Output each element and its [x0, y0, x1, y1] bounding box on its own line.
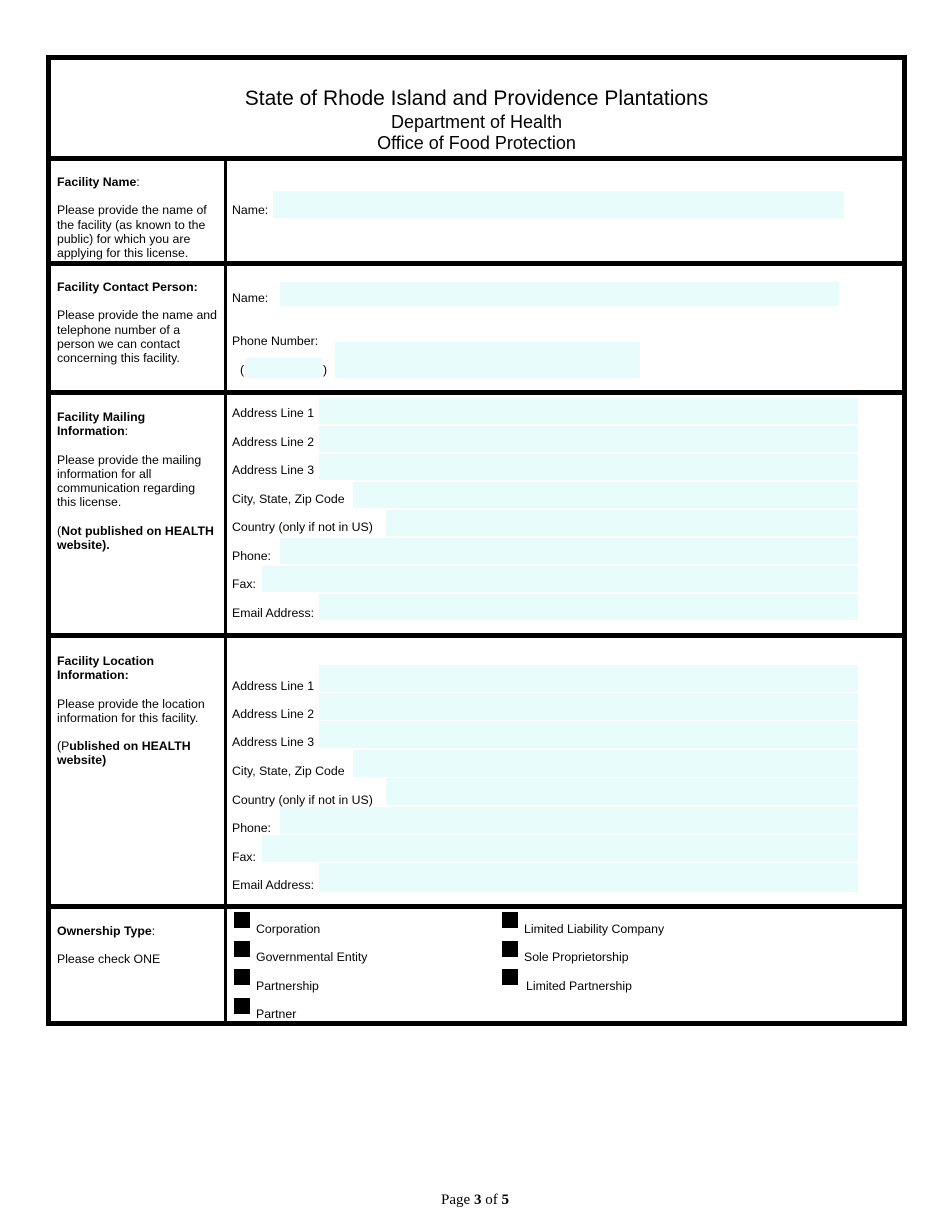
location-country-label: Country (only if not in US) — [232, 793, 373, 807]
location-city-label: City, State, Zip Code — [232, 764, 345, 778]
mailing-description: Please provide the mailing information for all communication regarding this license. — [57, 452, 202, 510]
contact-label — [57, 280, 217, 365]
page-footer — [0, 1192, 950, 1209]
partner-label: Partner — [256, 1007, 297, 1021]
mailing-fax-input[interactable] — [262, 566, 858, 592]
mailing-country-label: Country (only if not in US) — [232, 520, 373, 534]
divider — [51, 904, 902, 909]
location-fax-label: Fax: — [232, 850, 256, 864]
governmental-entity-checkbox[interactable] — [234, 941, 250, 957]
area-code-paren-open: ( — [240, 363, 245, 377]
facility-name-field-label: Name: — [232, 203, 269, 217]
footer-prefix: Page — [441, 1192, 474, 1208]
governmental-entity-label: Governmental Entity — [256, 950, 368, 964]
mailing-address1-label: Address Line 1 — [232, 406, 315, 420]
location-email-input[interactable] — [319, 863, 858, 892]
header-department: Department of Health — [390, 112, 563, 132]
location-note: ublished on HEALTH website) — [57, 739, 191, 768]
mailing-address2-input[interactable] — [319, 426, 858, 452]
mailing-email-input[interactable] — [319, 594, 858, 620]
ownership-heading: Ownership Type — [57, 924, 152, 938]
mailing-label — [57, 410, 217, 552]
area-code-paren-close: ) — [323, 363, 328, 377]
location-address2-label: Address Line 2 — [232, 707, 315, 721]
location-address2-input[interactable] — [319, 693, 858, 720]
partner-checkbox[interactable] — [234, 998, 250, 1014]
facility-name-input[interactable] — [273, 191, 844, 218]
facility-name-description: Please provide the name of the facility (as known to the public) for which you are applying for this license. — [57, 203, 207, 261]
partnership-label: Partnership — [256, 979, 319, 993]
mailing-address3-label: Address Line 3 — [232, 463, 315, 477]
heading-suffix: : — [151, 924, 156, 938]
llc-checkbox[interactable] — [502, 912, 518, 928]
location-address3-input[interactable] — [319, 721, 858, 748]
location-phone-label: Phone: — [232, 821, 271, 835]
location-country-input[interactable] — [386, 778, 858, 805]
contact-name-input[interactable] — [280, 282, 839, 306]
location-address1-label: Address Line 1 — [232, 679, 315, 693]
mailing-city-input[interactable] — [353, 482, 858, 508]
location-address3-label: Address Line 3 — [232, 735, 315, 749]
facility-name-label — [57, 175, 217, 260]
divider — [51, 156, 902, 161]
area-code-input[interactable] — [245, 358, 322, 378]
location-fax-input[interactable] — [262, 835, 858, 862]
header-state-title: State of Rhode Island and Providence Plantations — [244, 87, 709, 110]
divider — [51, 633, 902, 638]
total-pages: 5 — [501, 1192, 509, 1208]
contact-name-label: Name: — [232, 291, 269, 305]
heading-suffix: : — [124, 424, 129, 439]
mailing-phone-label: Phone: — [232, 549, 271, 563]
form-header — [51, 60, 902, 156]
header-office: Office of Food Protection — [377, 133, 576, 153]
mailing-address2-label: Address Line 2 — [232, 435, 315, 449]
partnership-checkbox[interactable] — [234, 969, 250, 985]
sole-proprietorship-checkbox[interactable] — [502, 941, 518, 957]
mailing-address3-input[interactable] — [319, 454, 858, 480]
ownership-instruction: Please check ONE — [57, 952, 161, 967]
corporation-checkbox[interactable] — [234, 912, 250, 928]
divider — [51, 261, 902, 266]
facility-name-heading: Facility Name — [57, 175, 137, 189]
column-divider — [224, 909, 227, 1021]
ownership-label — [57, 924, 217, 967]
mailing-note: Not published on HEALTH website). — [57, 523, 214, 553]
mailing-email-label: Email Address: — [232, 606, 315, 620]
footer-middle: of — [481, 1192, 502, 1208]
mailing-city-label: City, State, Zip Code — [232, 492, 345, 506]
contact-phone-input[interactable] — [335, 342, 640, 378]
llc-label: Limited Liability Company — [524, 922, 665, 936]
contact-heading: Facility Contact Person: — [57, 280, 198, 294]
limited-partnership-label: Limited Partnership — [526, 979, 632, 993]
location-city-input[interactable] — [353, 750, 858, 777]
mailing-heading: Facility Mailing Information — [57, 410, 146, 439]
corporation-label: Corporation — [256, 922, 321, 936]
column-divider — [224, 161, 227, 261]
column-divider — [224, 395, 227, 633]
form-frame — [46, 55, 907, 1026]
location-note-open: (P — [57, 739, 70, 754]
mailing-fax-label: Fax: — [232, 577, 256, 591]
location-phone-input[interactable] — [280, 807, 858, 834]
mailing-address1-input[interactable] — [319, 398, 858, 424]
column-divider — [224, 266, 227, 390]
location-email-label: Email Address: — [232, 878, 315, 892]
location-label — [57, 654, 217, 768]
mailing-phone-input[interactable] — [280, 538, 858, 564]
contact-description: Please provide the name and telephone number of a person we can contact concerning this facility. — [57, 308, 217, 366]
mailing-note-open: ( — [57, 523, 62, 538]
column-divider — [224, 638, 227, 904]
limited-partnership-checkbox[interactable] — [502, 969, 518, 985]
divider — [51, 390, 902, 395]
heading-suffix: : — [136, 175, 140, 189]
sole-proprietorship-label: Sole Proprietorship — [524, 950, 629, 964]
current-page: 3 — [473, 1192, 482, 1208]
location-address1-input[interactable] — [319, 665, 858, 692]
location-description: Please provide the location information for this facility. — [57, 696, 205, 725]
phone-number-label: Phone Number: — [232, 334, 319, 348]
location-heading: Facility Location Information: — [57, 654, 155, 683]
mailing-country-input[interactable] — [386, 510, 858, 536]
